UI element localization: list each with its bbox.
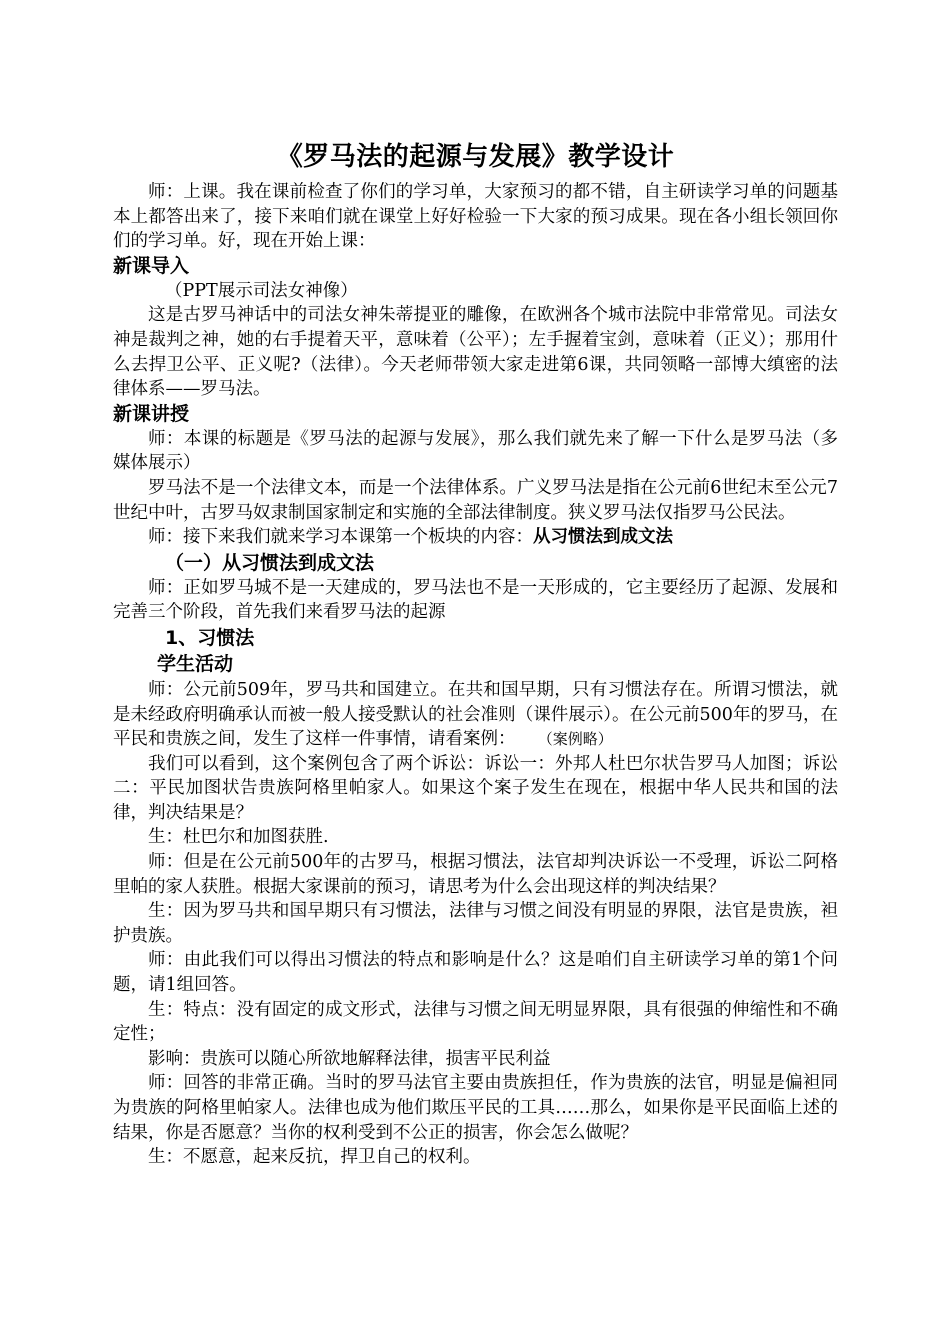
impact-paragraph: 影响：贵族可以随心所欲地解释法律，损害平民利益 <box>148 1048 551 1069</box>
section-heading-lecture: 新课讲授 <box>113 402 190 425</box>
bc509-paragraph <box>113 678 838 752</box>
stages-paragraph: 师：正如罗马城不是一天建成的，罗马法也不是一天形成的，它主要经历了起源、发展和完善三个阶段，首先我们来看罗马法的起源 <box>113 577 838 623</box>
section-heading-intro: 新课导入 <box>113 254 190 277</box>
student-answer-1: 生：杜巴尔和加图获胜. <box>148 827 329 848</box>
case-omitted-note: （案例略） <box>537 730 613 749</box>
next-topic-text: 师：接下来我们就来学习本课第一个板块的内容： <box>148 527 533 548</box>
student-answer-4: 生：不愿意，起来反抗，捍卫自己的权利。 <box>148 1147 481 1168</box>
document-title: 《罗马法的起源与发展》教学设计 <box>276 142 675 172</box>
sub-heading-student-activity: 学生活动 <box>157 652 234 675</box>
intro-paragraph: 师：上课。我在课前检查了你们的学习单，大家预习的都不错，自主研读学习单的问题基本上都答出来了，接下来咱们就在课堂上好好检验一下大家的预习成果。现在各小组长领回你们的学习单。好，现在开始上课： <box>113 182 838 252</box>
ppt-note: （PPT展示司法女神像） <box>165 280 358 301</box>
teacher-question-3: 师：回答的非常正确。当时的罗马法官主要由贵族担任，作为贵族的法官，明显是偏袒同为贵族的阿格里帕家人。法律也成为他们欺压平民的工具……那么，如果你是平民面临上述的结果，你是否愿意？当你的权利受到不公正的损害，你会怎么做呢？ <box>113 1073 838 1143</box>
topic-paragraph: 师：本课的标题是《罗马法的起源与发展》，那么我们就先来了解一下什么是罗马法（多媒体展示） <box>113 428 838 474</box>
bc509-text: 师：公元前509年，罗马共和国建立。在共和国早期，只有习惯法存在。所谓习惯法，就是未经政府明确承认而被一般人接受默认的社会准则（课件展示）。在公元前500年的罗马，在平民和贵族之间，发生了这样一件事情，请看案例： <box>113 679 838 750</box>
sub-heading-customary-to-written: （一）从习惯法到成文法 <box>165 551 375 574</box>
student-answer-3: 生：特点：没有固定的成文形式，法律与习惯之间无明显界限，具有很强的伸缩性和不确定性； <box>113 999 838 1045</box>
next-topic-bold: 从习惯法到成文法 <box>533 527 673 548</box>
teacher-question-2: 师：由此我们可以得出习惯法的特点和影响是什么？这是咱们自主研读学习单的第1个问题，请1组回答。 <box>113 950 838 996</box>
definition-paragraph: 罗马法不是一个法律文本，而是一个法律体系。广义罗马法是指在公元前6世纪末至公元7世纪中叶，古罗马奴隶制国家制定和实施的全部法律制度。狭义罗马法仅指罗马公民法。 <box>113 477 838 523</box>
cases-paragraph: 我们可以看到，这个案例包含了两个诉讼：诉讼一：外邦人杜巴尔状告罗马人加图；诉讼二：平民加图状告贵族阿格里帕家人。如果这个案子发生在现在，根据中华人民共和国的法律，判决结果是？ <box>113 753 838 823</box>
goddess-paragraph: 这是古罗马神话中的司法女神朱蒂提亚的雕像，在欧洲各个城市法院中非常常见。司法女神是裁判之神，她的右手提着天平，意味着（公平）；左手握着宝剑，意味着（正义）；那用什么去捍卫公平、正义呢?（法律）。今天老师带领大家走进第6课，共同领略一部博大缜密的法律体系——罗马法。 <box>113 305 838 400</box>
sub-heading-customary-law: 1、习惯法 <box>165 626 255 649</box>
student-answer-2: 生：因为罗马共和国早期只有习惯法，法律与习惯之间没有明显的界限，法官是贵族，袒护贵族。 <box>113 901 838 946</box>
next-topic-paragraph <box>113 525 838 550</box>
document-body <box>113 140 838 1170</box>
teacher-question-1: 师：但是在公元前500年的古罗马，根据习惯法，法官却判决诉讼一不受理，诉讼二阿格里帕的家人获胜。根据大家课前的预习，请思考为什么会出现这样的判决结果？ <box>113 852 838 897</box>
